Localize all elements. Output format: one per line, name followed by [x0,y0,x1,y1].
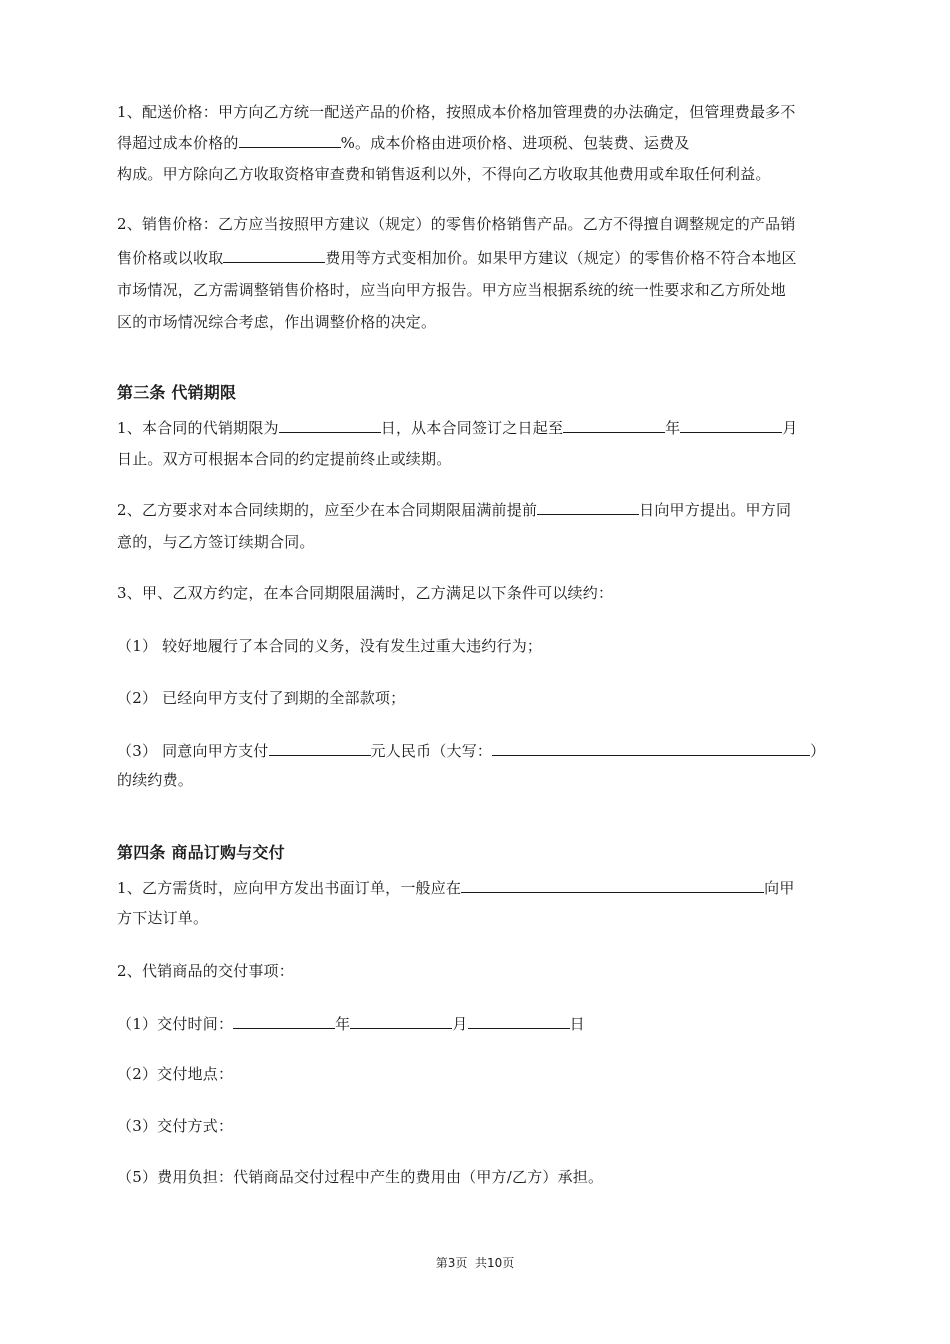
price-clause-line-1: 1、配送价格：甲方向乙方统一配送产品的价格，按照成本价格加管理费的办法确定，但管理费最多不 [117,103,796,121]
fill-blank [492,740,810,756]
fill-blank [233,1013,335,1029]
retail-clause-line-4: 区的市场情况综合考虑，作出调整价格的决定。 [117,313,437,331]
term-clause-line-2: 日止。双方可根据本合同的约定提前终止或续期。 [117,450,452,468]
delivery-cost: （5）费用负担：代销商品交付过程中产生的费用由（甲方/乙方）承担。 [117,1168,604,1186]
renewal-conditions-intro: 3、甲、乙双方约定，在本合同期限届满时，乙方满足以下条件可以续约： [117,584,614,602]
page-total: 共10页 [475,1256,515,1270]
renewal-clause-line-1: 2、乙方要求对本合同续期的，应至少在本合同期限届满前提前 日向甲方提出。甲方同 [117,501,792,519]
retail-clause-line-2: 售价格或以收取 费用等方式变相加价。如果甲方建议（规定）的零售价格不符合本地区 [117,249,797,267]
fill-blank [279,417,381,433]
term-clause-line-1: 1、本合同的代销期限为 日，从本合同签订之日起至 年 月 [117,419,798,437]
fill-blank [461,877,764,893]
section-3-heading: 第三条 代销期限 [117,383,237,402]
fill-blank [269,740,371,756]
order-clause-line-2: 方下达订单。 [117,909,209,927]
renewal-clause-line-2: 意的，与乙方签订续期合同。 [117,533,315,551]
fill-blank [223,247,325,263]
fill-blank [563,417,665,433]
fill-blank [468,1013,570,1029]
fill-blank [537,499,639,515]
fill-blank [680,417,782,433]
fill-blank [239,132,341,148]
renewal-condition-3: （3） 同意向甲方支付 元人民币（大写： ） [117,742,826,760]
page-footer [0,1254,950,1271]
retail-clause-line-1: 2、销售价格：乙方应当按照甲方建议（规定）的零售价格销售产品。乙方不得擅自调整规定的产品销 [117,215,796,233]
renewal-condition-2: （2） 已经向甲方支付了到期的全部款项； [117,689,406,707]
order-clause-line-1: 1、乙方需货时，应向甲方发出书面订单，一般应在 向甲 [117,879,795,897]
delivery-time: （1）交付时间： 年 月 日 [117,1015,585,1033]
renewal-condition-1: （1） 较好地履行了本合同的义务，没有发生过重大违约行为； [117,637,543,655]
delivery-place: （2）交付地点： [117,1065,234,1083]
delivery-method: （3）交付方式： [117,1117,234,1135]
renewal-condition-3-line-2: 的续约费。 [117,771,194,789]
fill-blank [350,1013,452,1029]
price-clause-line-3: 构成。甲方除向乙方收取资格审查费和销售返利以外，不得向乙方收取其他费用或牟取任何利益。 [117,165,771,183]
delivery-intro: 2、代销商品的交付事项： [117,962,294,980]
page-number: 第3页 [435,1256,468,1270]
price-clause-line-2: 得超过成本价格的 %。成本价格由进项价格、进项税、包装费、运费及 [117,134,690,152]
retail-clause-line-3: 市场情况，乙方需调整销售价格时，应当向甲方报告。甲方应当根据系统的统一性要求和乙方所处地 [117,281,786,299]
section-4-heading: 第四条 商品订购与交付 [117,843,285,862]
